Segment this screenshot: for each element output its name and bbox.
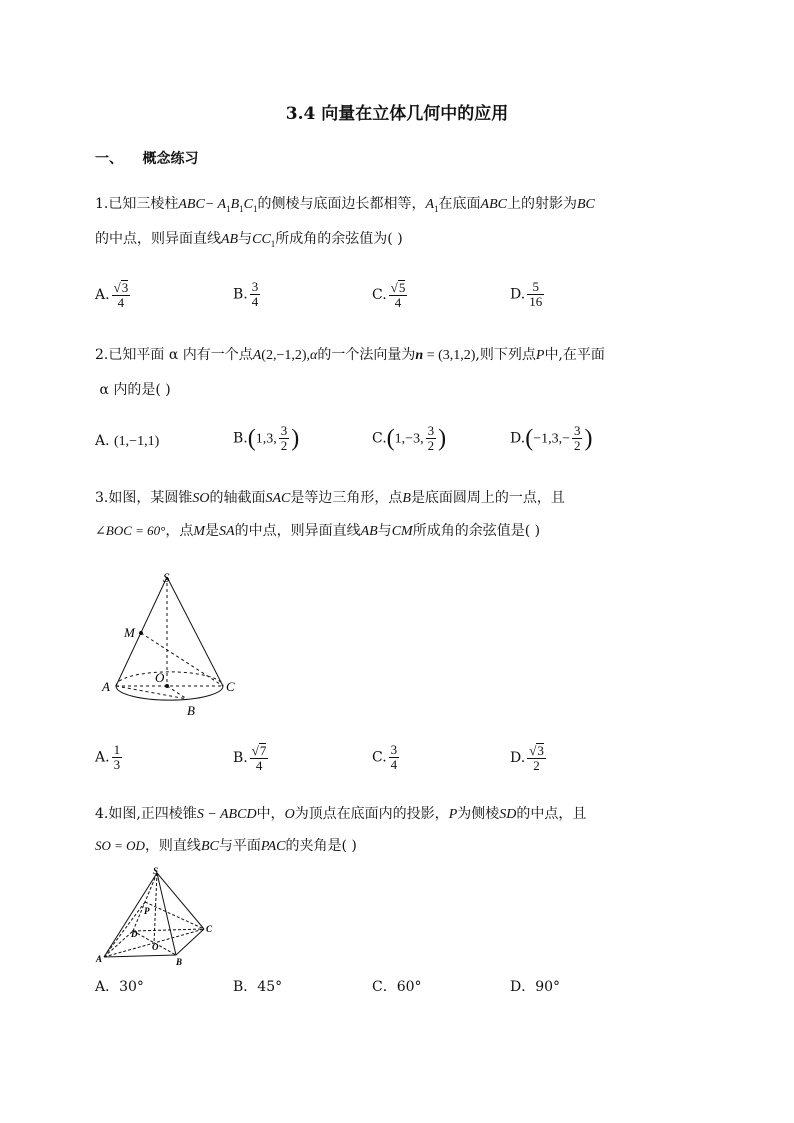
fraction: $\frac{√3}{2}$ <box>529 743 544 773</box>
fraction: $\frac{5}{16}$ <box>529 279 543 309</box>
q4-option-c[interactable]: C．60° <box>372 979 422 995</box>
pyramid-figure <box>92 864 222 969</box>
q2-option-b[interactable]: B.(1,3, $\frac{3}{2}$ ) <box>233 423 300 453</box>
q4-option-a[interactable]: A．30° <box>95 979 144 995</box>
pyramid-label-p: P <box>144 906 150 916</box>
pyramid-label-b: B <box>176 957 183 967</box>
q3-line1: 3.如图，某圆锥SO的轴截面SAC是等边三角形，点B是底面圆周上的一点，且 <box>95 490 565 506</box>
pyramid-label-c: C <box>206 924 213 934</box>
q2-option-c[interactable]: C.(1,−3, $\frac{3}{2}$ ) <box>372 423 447 453</box>
q1-option-b[interactable]: B. $\frac{3}{4}$ <box>233 279 259 309</box>
q4-line1: 4.如图,正四棱锥S − ABCD中，O为顶点在底面内的投影，P为侧棱SD的中点，且 <box>95 806 587 822</box>
cone-label-a: A <box>102 679 110 694</box>
q3-option-d[interactable]: D. $\frac{√3}{2}$ <box>510 743 544 773</box>
q3-line2: ∠BOC = 60°，点M是SA的中点，则异面直线AB与CM所成角的余弦值是( ) <box>95 523 541 539</box>
q1-option-c[interactable]: C. $\frac{√5}{4}$ <box>372 280 406 310</box>
q1-line2: 的中点，则异面直线AB与$CC_1$所成角的余弦值为( ) <box>95 231 403 249</box>
q3-option-a[interactable]: A. $\frac{1}{3}$ <box>95 742 121 772</box>
fraction: $\frac{√5}{4}$ <box>390 280 406 310</box>
pyramid-label-d: D <box>131 929 138 939</box>
cone-label-b: B <box>187 703 195 718</box>
cone-label-c: C <box>226 679 235 694</box>
page-title: 3.4 向量在立体几何中的应用 <box>285 104 509 124</box>
q1-option-d[interactable]: D. $\frac{5}{16}$ <box>510 279 543 309</box>
cone-figure <box>95 565 255 725</box>
q4-line2: SO = OD，则直线BC与平面PAC的夹角是( ) <box>95 838 357 854</box>
fraction: $\frac{3}{4}$ <box>251 279 259 309</box>
section-heading: 一、 概念练习 <box>95 151 199 167</box>
q4-option-d[interactable]: D．90° <box>510 979 561 995</box>
q3-option-b[interactable]: B. $\frac{√7}{4}$ <box>233 743 267 773</box>
pyramid-label-a: A <box>96 954 103 964</box>
fraction: $\frac{√3}{4}$ <box>113 280 129 310</box>
q2-option-d[interactable]: D.(−1,3,− $\frac{3}{2}$ ) <box>510 423 593 453</box>
q3-option-c[interactable]: C. $\frac{3}{4}$ <box>372 742 398 772</box>
cone-label-s: S <box>163 570 170 585</box>
q2-line2: α 内的是( ) <box>99 382 171 398</box>
cone-label-m: M <box>124 625 135 640</box>
q2-option-a[interactable]: A. (1,−1,1) <box>95 433 160 449</box>
pyramid-label-o: O <box>152 942 159 952</box>
q1-line1: 1.已知三棱柱$ABC- A_1B_1C_1$的侧棱与底面边长都相等，$A_1$在底面ABC上的射影为BC <box>95 196 595 214</box>
fraction: $\frac{3}{4}$ <box>390 742 398 772</box>
q1-option-a[interactable]: A. $\frac{√3}{4}$ <box>95 280 129 310</box>
fraction: $\frac{√7}{4}$ <box>251 743 267 773</box>
q2-line1: 2.已知平面 α 内有一个点A(2,−1,2),α的一个法向量为n = (3,1,2),则下列点P中,在平面 <box>95 347 605 363</box>
cone-label-o: O <box>155 670 165 685</box>
fraction: $\frac{1}{3}$ <box>113 742 121 772</box>
q4-option-b[interactable]: B．45° <box>233 979 283 995</box>
pyramid-label-s: S <box>153 866 159 876</box>
